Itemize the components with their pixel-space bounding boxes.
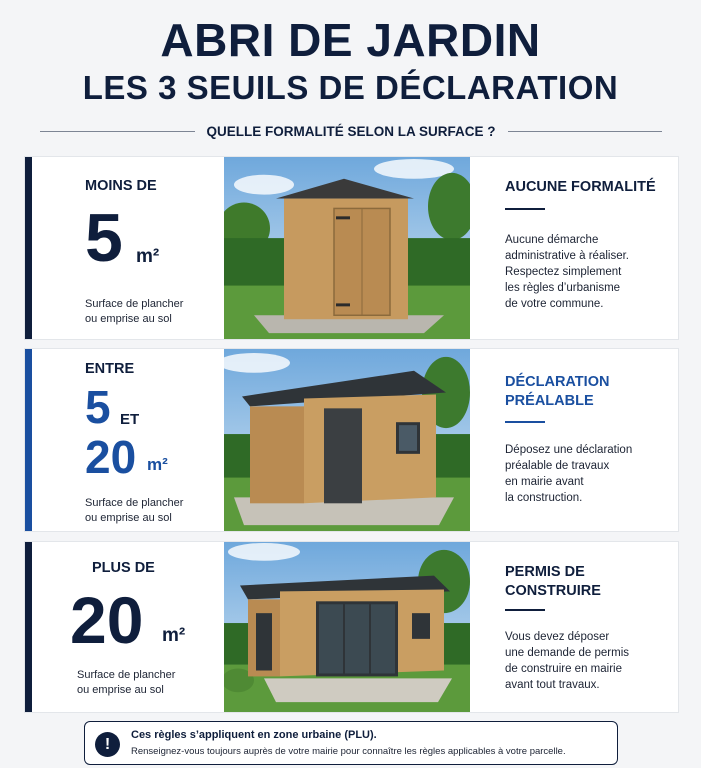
threshold-value: 5 [85,200,123,276]
formality-divider [505,421,545,423]
threshold-label: MOINS DE [85,178,157,194]
plu-notice [84,721,618,765]
threshold-label: PLUS DE [92,560,155,576]
notice-details: Renseignez-vous toujours auprès de votre mairie pour connaître les règles applicables à votre parcelle. [131,746,566,757]
surface-caption: Surface de plancher ou emprise au sol [85,497,184,524]
formality-title: DÉCLARATION PRÉALABLE [505,374,610,409]
formality-description: Vous devez déposer une demande de permis de construire en mairie avant tout travaux. [505,631,630,691]
formality-panel [485,349,675,531]
threshold-unit: m² [162,625,186,646]
threshold-card-under-5 [24,156,679,340]
formality-panel [485,157,675,339]
accent-bar [25,542,32,712]
accent-bar [25,349,32,531]
threshold-connector: ET [120,411,140,428]
formality-description: Déposez une déclaration préalable de travaux en mairie avant la construction. [505,444,633,504]
surface-panel [32,542,224,712]
divider-left [40,131,195,132]
formality-description: Aucune démarche administrative à réaliser. Respectez simplement les règles d’urbanisme de votre commune. [505,234,629,310]
small-shed-image [224,157,470,339]
surface-caption: Surface de plancher ou emprise au sol [77,669,176,696]
threshold-card-over-20 [24,541,679,713]
threshold-unit: m² [136,246,160,267]
large-building-image [224,542,470,712]
threshold-card-5-to-20 [24,348,679,532]
section-heading [40,121,662,141]
threshold-value: 20 [70,583,144,657]
formality-title: AUCUNE FORMALITÉ [505,179,656,195]
surface-panel [32,157,224,339]
main-subtitle: LES 3 SEUILS DE DÉCLARATION [82,69,619,106]
formality-title: PERMIS DE CONSTRUIRE [505,564,601,599]
medium-shed-image [224,349,470,531]
threshold-unit: m² [147,455,168,474]
divider-right [508,131,663,132]
threshold-label: ENTRE [85,361,135,377]
formality-panel [485,542,675,712]
surface-panel [32,349,224,531]
section-heading-text: QUELLE FORMALITÉ SELON LA SURFACE ? [206,123,496,139]
main-title: ABRI DE JARDIN [160,14,541,66]
notice-headline: Ces règles s’appliquent en zone urbaine (PLU). [131,729,377,741]
exclamation-icon: ! [95,732,120,757]
threshold-value-min: 5 [85,381,111,433]
accent-bar [25,157,32,339]
formality-divider [505,208,545,210]
formality-divider [505,609,545,611]
surface-caption: Surface de plancher ou emprise au sol [85,298,184,325]
threshold-value-max: 20 [85,431,137,483]
